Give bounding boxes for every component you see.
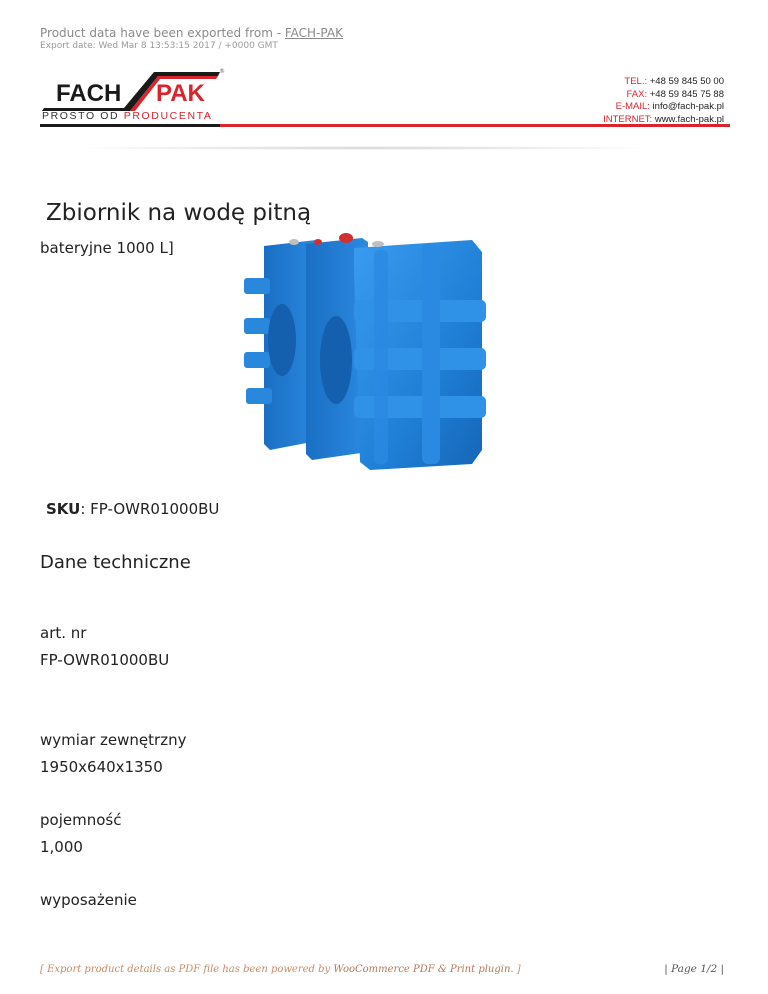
spec-value-capacity: 1,000 (40, 838, 83, 856)
footer-note-prefix: [ Export product details as PDF file has been powered by (40, 964, 334, 975)
email-value[interactable]: info@fach-pak.pl (649, 101, 724, 112)
logo-pak-text: PAK (156, 80, 205, 107)
footer-note (40, 964, 521, 975)
tel-value: +48 59 845 50 00 (647, 76, 724, 87)
export-date: Export date: Wed Mar 8 13:53:15 2017 / +0000 GMT (40, 41, 278, 51)
product-sku (46, 500, 219, 518)
logo-tagline-red: PRODUCENTA (123, 110, 213, 122)
spec-label-dimensions: wymiar zewnętrzny (40, 731, 187, 749)
logo-tagline (42, 110, 212, 122)
page-number: | Page 1/2 | (664, 963, 724, 975)
specs-heading: Dane techniczne (40, 552, 191, 573)
contact-fax (603, 89, 724, 102)
export-source-link[interactable]: FACH-PAK (284, 26, 343, 40)
internet-label: INTERNET: (603, 113, 653, 125)
sku-value: : FP-OWR01000BU (80, 500, 220, 518)
product-image (236, 230, 492, 472)
tel-label: TEL.: (624, 76, 648, 87)
header-divider-dark (40, 124, 220, 127)
spec-value-article: FP-OWR01000BU (40, 651, 170, 669)
export-source-line (40, 26, 343, 40)
footer-plugin-link[interactable]: WooCommerce PDF & Print plugin. (333, 964, 514, 975)
fax-label: FAX: (626, 88, 648, 100)
contact-email (603, 101, 724, 114)
spec-label-article: art. nr (40, 624, 87, 642)
export-source-prefix: Product data have been exported from - (40, 26, 285, 40)
spec-label-equipment: wyposażenie (40, 891, 137, 909)
product-title: Zbiornik na wodę pitną (46, 200, 312, 226)
contact-info (603, 76, 724, 126)
sku-label: SKU (46, 500, 81, 518)
registered-mark: ® (219, 68, 225, 75)
footer-note-suffix: ] (513, 964, 521, 975)
product-subtitle: bateryjne 1000 L] (40, 239, 174, 257)
contact-tel (603, 76, 724, 89)
header-divider-red (220, 124, 730, 127)
spec-label-capacity: pojemność (40, 811, 122, 829)
spec-value-dimensions: 1950x640x1350 (40, 758, 163, 776)
header-shadow (60, 146, 670, 150)
logo-fach-text: FACH (56, 80, 122, 107)
logo-tagline-dark: PROSTO OD (42, 110, 124, 122)
company-logo (38, 68, 228, 124)
email-label: E-MAIL: (615, 101, 650, 112)
fax-value: +48 59 845 75 88 (647, 88, 724, 100)
internet-value[interactable]: www.fach-pak.pl (652, 113, 724, 125)
